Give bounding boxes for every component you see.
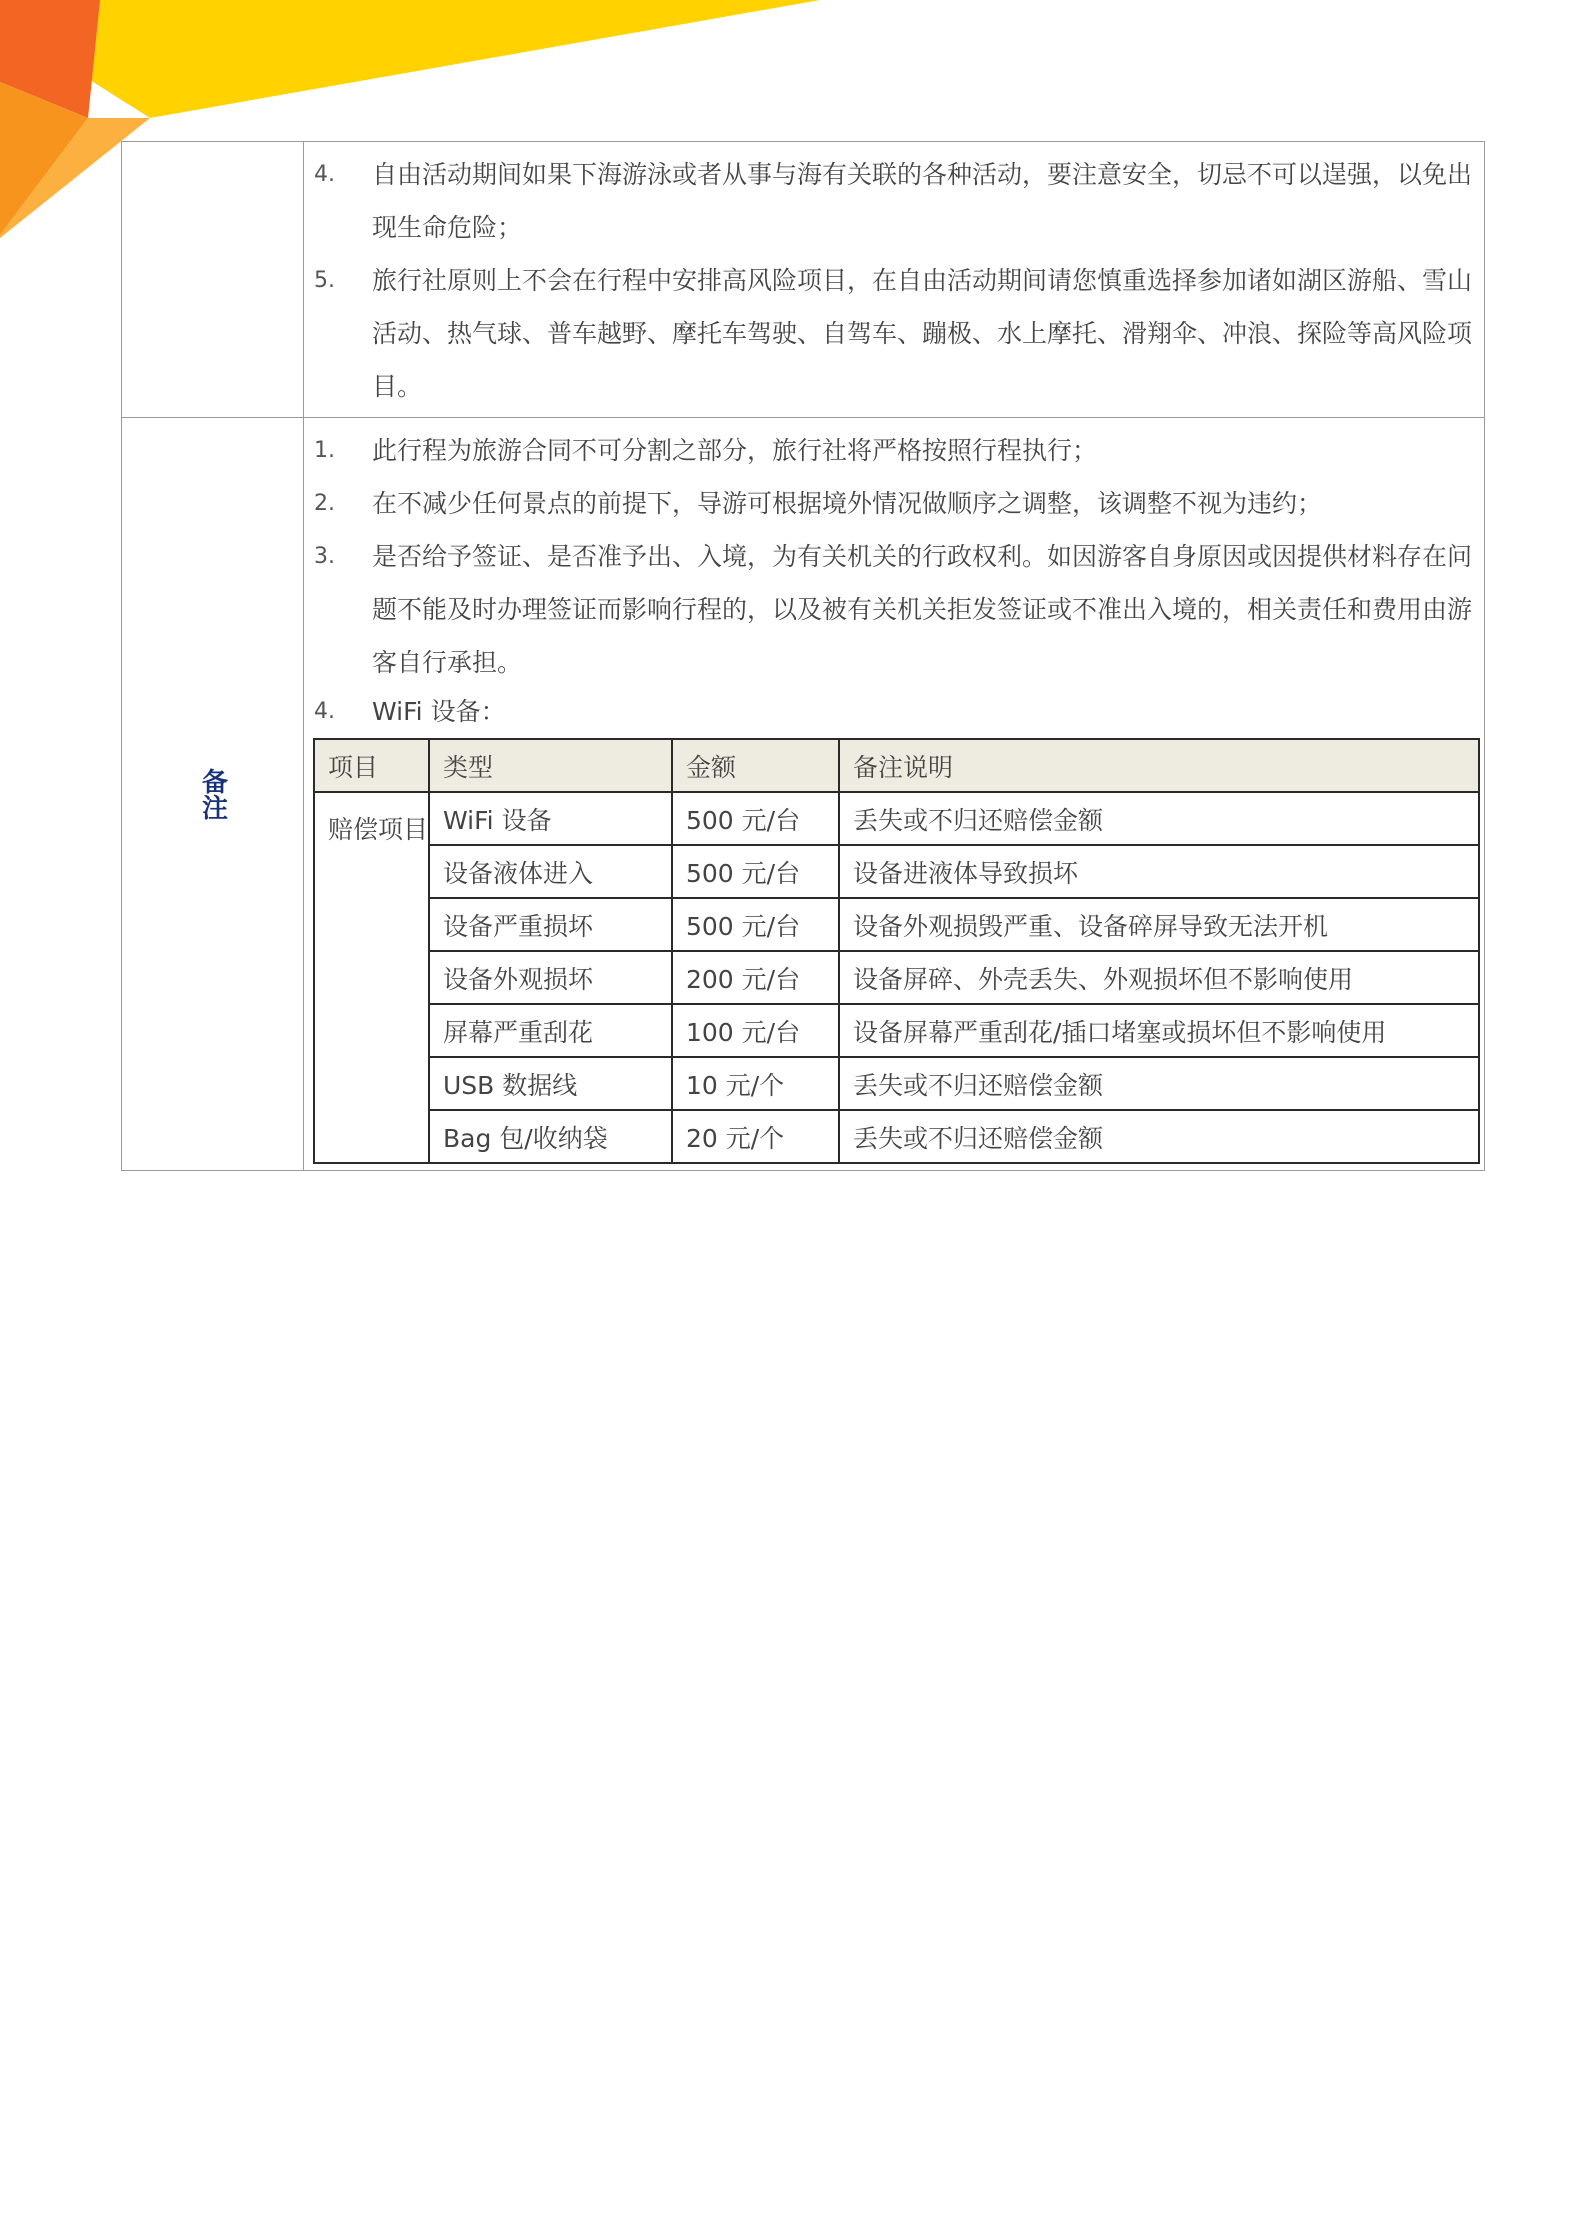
- list-item: [314, 148, 1478, 254]
- item-number: 2.: [314, 491, 335, 516]
- list-item: [314, 424, 1480, 477]
- table-row: [314, 792, 1479, 845]
- fee-amount: 20 元/个: [672, 1110, 839, 1163]
- fee-amount: 500 元/台: [672, 898, 839, 951]
- item-number: 3.: [314, 544, 335, 569]
- remarks-label: 备注: [197, 768, 228, 820]
- remarks-list: [314, 424, 1480, 689]
- fee-type: 设备严重损坏: [429, 898, 672, 951]
- item-text: 旅行社原则上不会在行程中安排高风险项目，在自由活动期间请您慎重选择参加诸如湖区游船、雪山活动、热气球、普车越野、摩托车驾驶、自驾车、蹦极、水上摩托、滑翔伞、冲浪、探险等高风险项目。: [372, 266, 1473, 401]
- itinerary-notes-table: [121, 141, 1485, 1171]
- fee-amount: 500 元/台: [672, 792, 839, 845]
- fee-note: 设备屏幕严重刮花/插口堵塞或损坏但不影响使用: [839, 1004, 1479, 1057]
- column-header-note: 备注说明: [839, 739, 1479, 792]
- item-number: 4.: [314, 162, 335, 187]
- remarks-content: [304, 418, 1486, 1170]
- safety-notes-row: [122, 142, 1484, 418]
- table-row: [314, 1057, 1479, 1110]
- fee-amount: 100 元/台: [672, 1004, 839, 1057]
- list-item: [314, 530, 1480, 689]
- fee-amount: 10 元/个: [672, 1057, 839, 1110]
- table-row: [314, 898, 1479, 951]
- column-header-item: 项目: [314, 739, 429, 792]
- fee-note: 丢失或不归还赔偿金额: [839, 792, 1479, 845]
- item-text: 此行程为旅游合同不可分割之部分，旅行社将严格按照行程执行；: [372, 436, 1098, 465]
- table-row: [314, 1004, 1479, 1057]
- list-item: [314, 254, 1478, 413]
- fee-note: 丢失或不归还赔偿金额: [839, 1057, 1479, 1110]
- fee-amount: 500 元/台: [672, 845, 839, 898]
- fee-type: 设备液体进入: [429, 845, 672, 898]
- item-number: 1.: [314, 438, 335, 463]
- fee-type: 屏幕严重刮花: [429, 1004, 672, 1057]
- fee-type: 设备外观损坏: [429, 951, 672, 1004]
- safety-notes-list: [314, 148, 1478, 413]
- remarks-row: [122, 418, 1484, 1170]
- fee-note: 设备外观损毁严重、设备碎屏导致无法开机: [839, 898, 1479, 951]
- item-text: 是否给予签证、是否准予出、入境，为有关机关的行政权利。如因游客自身原因或因提供材料存在问题不能及时办理签证而影响行程的，以及被有关机关拒发签证或不准出入境的，相关责任和费用由游客自行承担。: [372, 542, 1473, 677]
- table-row: [314, 845, 1479, 898]
- list-item: [314, 477, 1480, 530]
- table-row: [314, 951, 1479, 1004]
- wifi-fee-table: [313, 738, 1480, 1164]
- fee-note: 设备屏碎、外壳丢失、外观损坏但不影响使用: [839, 951, 1479, 1004]
- item-number: 5.: [314, 268, 335, 293]
- empty-label-cell: [122, 142, 304, 417]
- fee-note: 丢失或不归还赔偿金额: [839, 1110, 1479, 1163]
- fee-type: WiFi 设备: [429, 792, 672, 845]
- wifi-title: WiFi 设备：: [372, 697, 506, 726]
- fee-type: USB 数据线: [429, 1057, 672, 1110]
- safety-notes-content: [304, 142, 1484, 417]
- column-header-type: 类型: [429, 739, 672, 792]
- fee-amount: 200 元/台: [672, 951, 839, 1004]
- remarks-label-cell: [122, 418, 304, 1170]
- fee-note: 设备进液体导致损坏: [839, 845, 1479, 898]
- compensation-group-cell: 赔偿项目: [314, 792, 429, 1163]
- item-text: 自由活动期间如果下海游泳或者从事与海有关联的各种活动，要注意安全，切忌不可以逞强，以免出现生命危险；: [372, 160, 1473, 242]
- column-header-amount: 金额: [672, 739, 839, 792]
- item-text: 在不减少任何景点的前提下，导游可根据境外情况做顺序之调整，该调整不视为违约；: [372, 489, 1323, 518]
- item-number: 4.: [314, 699, 335, 724]
- table-row: [314, 1110, 1479, 1163]
- wifi-heading: [314, 685, 1480, 738]
- fee-type: Bag 包/收纳袋: [429, 1110, 672, 1163]
- table-header-row: [314, 739, 1479, 792]
